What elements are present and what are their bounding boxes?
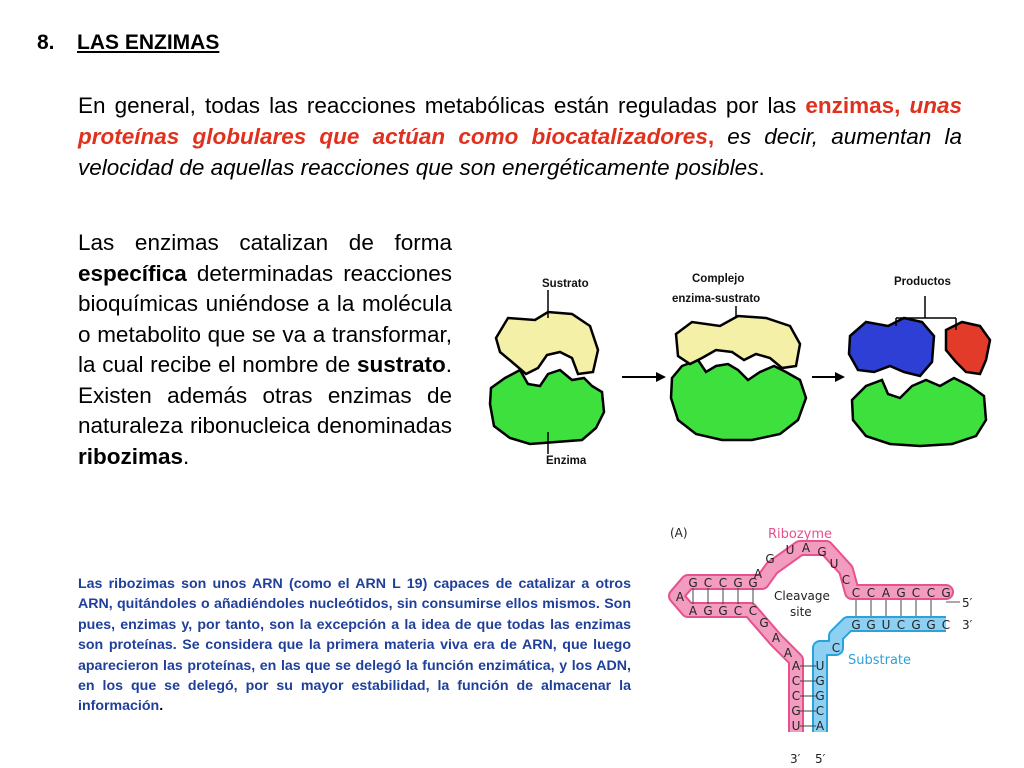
nucleotide-loop: U bbox=[829, 557, 839, 571]
side-text-4: . bbox=[183, 443, 190, 469]
label-3prime-right: 3′ bbox=[962, 618, 973, 632]
nucleotide-left-column: A bbox=[791, 659, 801, 673]
nucleotide-right-column: G bbox=[815, 674, 825, 688]
term-especifica: específica bbox=[78, 260, 187, 286]
nucleotide-top: G bbox=[733, 576, 743, 590]
nucleotide-loop: G bbox=[817, 545, 827, 559]
nucleotide-right-column: A bbox=[815, 719, 825, 733]
nucleotide-top: G bbox=[688, 576, 698, 590]
label-site: site bbox=[790, 605, 812, 619]
nucleotide-hinge: A bbox=[675, 590, 685, 604]
label-enzima: Enzima bbox=[546, 455, 587, 467]
nucleotide-top: C bbox=[718, 576, 728, 590]
label-5prime-right: 5′ bbox=[962, 596, 973, 610]
label-5prime-bottom: 5′ bbox=[815, 752, 826, 766]
intro-text-1: En general, todas las reacciones metabólicas están reguladas por las bbox=[78, 93, 806, 118]
side-text-1: Las enzimas catalizan de forma bbox=[78, 230, 452, 255]
nucleotide-left-column: C bbox=[791, 689, 801, 703]
nucleotide-right-upper: G bbox=[896, 586, 906, 600]
label-3prime-bottom: 3′ bbox=[790, 752, 801, 766]
nucleotide-right-lower: C bbox=[896, 618, 906, 632]
section-title: LAS ENZIMAS bbox=[77, 31, 220, 54]
intro-comma: , bbox=[707, 124, 715, 149]
nucleotide-right-lower: U bbox=[881, 618, 891, 632]
nucleotide-top: C bbox=[703, 576, 713, 590]
nucleotide-left-column: G bbox=[791, 704, 801, 718]
nucleotide-bottom: C bbox=[748, 604, 758, 618]
nucleotide-right-lower: C bbox=[941, 618, 951, 632]
panel-label: (A) bbox=[670, 526, 688, 540]
nucleotide-bottom: G bbox=[703, 604, 713, 618]
nucleotide-right-upper: G bbox=[941, 586, 951, 600]
nucleotide-loop: G bbox=[765, 552, 775, 566]
nucleotide-descending: A bbox=[771, 631, 781, 645]
nucleotide-left-column: U bbox=[791, 719, 801, 733]
label-productos: Productos bbox=[894, 276, 951, 288]
nucleotide-right-upper: C bbox=[866, 586, 876, 600]
nucleotide-right-column: C bbox=[815, 704, 825, 718]
nucleotide-bottom: G bbox=[718, 604, 728, 618]
label-sustrato: Sustrato bbox=[542, 278, 589, 290]
nucleotide-right-lower: G bbox=[926, 618, 936, 632]
term-proteinas: unas proteínas globulares que actúan como biocatalizadores bbox=[78, 93, 962, 149]
nucleotide-descending: G bbox=[759, 616, 769, 630]
label-enzima-sustrato: enzima-sustrato bbox=[672, 293, 761, 305]
nucleotide-right-column-top: C bbox=[831, 641, 841, 655]
nucleotide-bottom: A bbox=[688, 604, 698, 618]
label-substrate: Substrate bbox=[848, 653, 912, 668]
side-text-2: determinadas reacciones bioquímicas uniéndose a la molécula o metabolito que se va a transformar, la cual recibe el nombre de bbox=[78, 260, 452, 377]
section-number: 8. bbox=[37, 31, 55, 54]
label-complejo: Complejo bbox=[692, 273, 745, 285]
nucleotide-right-upper: C bbox=[926, 586, 936, 600]
term-sustrato: sustrato bbox=[356, 352, 446, 377]
nucleotide-top: G bbox=[748, 576, 758, 590]
nucleotide-loop: U bbox=[785, 543, 795, 557]
intro-end: . bbox=[758, 155, 765, 180]
nucleotide-right-column: G bbox=[815, 689, 825, 703]
nucleotide-descending: A bbox=[783, 646, 793, 660]
nucleotide-loop: C bbox=[841, 573, 851, 587]
nucleotide-left-column: C bbox=[791, 674, 801, 688]
nucleotide-right-column: U bbox=[815, 659, 825, 673]
intro-text-2: es decir, aumentan la velocidad de aquellas reacciones que son energéticamente posibles bbox=[78, 124, 962, 180]
note-text: Las ribozimas son unos ARN (como el ARN L 19) capaces de catalizar a otros ARN, quitándoles o añadiéndoles nucleótidos, sin consumirse ellos mismos. Son pues, enzimas y, por tanto, son la excepción a la idea de que todas las enzimas son proteínas. Se considera que la primera materia viva era de ARN, que luego aparecieron las proteínas, en las que se delegó la función enzimática, y los ADN, en los que se delegó, por su mayor estabilidad, la función de almacenar la información bbox=[78, 576, 631, 715]
nucleotide-right-lower: G bbox=[851, 618, 861, 632]
nucleotide-right-upper: A bbox=[881, 586, 891, 600]
nucleotide-right-upper: C bbox=[851, 586, 861, 600]
nucleotide-loop: A bbox=[753, 567, 763, 581]
note-end: . bbox=[159, 698, 164, 715]
term-enzimas: enzimas, bbox=[805, 93, 901, 118]
label-ribozyme: Ribozyme bbox=[768, 527, 833, 542]
label-cleavage: Cleavage bbox=[774, 589, 830, 603]
nucleotide-right-lower: G bbox=[911, 618, 921, 632]
side-text-3: . Existen además otras enzimas de naturaleza ribonucleica denominadas bbox=[78, 352, 452, 438]
term-ribozimas: ribozimas bbox=[78, 443, 184, 469]
nucleotide-bottom: C bbox=[733, 604, 743, 618]
nucleotide-right-upper: C bbox=[911, 586, 921, 600]
nucleotide-loop: A bbox=[801, 541, 811, 555]
nucleotide-right-lower: G bbox=[866, 618, 876, 632]
